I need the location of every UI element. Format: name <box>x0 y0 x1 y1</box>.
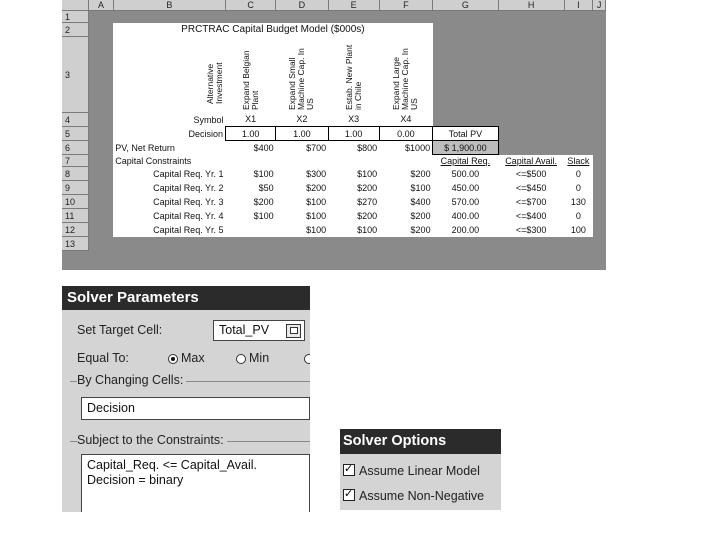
row-header-11[interactable]: 11 <box>62 209 89 223</box>
select-all-corner[interactable] <box>62 0 89 11</box>
constraint-x4[interactable]: $100 <box>379 181 432 195</box>
dialog-title[interactable]: Solver Parameters <box>62 286 310 310</box>
symbol-x2[interactable]: X2 <box>276 113 329 127</box>
table-row <box>62 181 606 195</box>
row-header-8[interactable]: 8 <box>62 167 89 181</box>
constraint-label[interactable]: Capital Req. Yr. 2 <box>113 181 225 195</box>
col-header-f[interactable]: F <box>379 0 432 11</box>
constraint-label[interactable]: Capital Req. Yr. 5 <box>113 223 225 237</box>
table-row <box>62 209 606 223</box>
radio-unselected-icon <box>304 354 310 364</box>
alt-name-x4[interactable]: Expand Large Machine Cap. In US <box>379 37 432 113</box>
alt-name-x1[interactable]: Expand Belgian Plant <box>226 37 276 113</box>
symbol-x4[interactable]: X4 <box>379 113 432 127</box>
symbol-x3[interactable]: X3 <box>328 113 379 127</box>
constraint-x3[interactable]: $200 <box>328 209 379 223</box>
assume-linear-model-label: Assume Linear Model <box>359 464 480 478</box>
row-header-1[interactable]: 1 <box>62 11 89 23</box>
constraint-x3[interactable]: $270 <box>328 195 379 209</box>
constraint-x1[interactable]: $100 <box>226 167 276 181</box>
capital-req-value[interactable]: 200.00 <box>433 223 499 237</box>
col-header-c[interactable]: C <box>226 0 276 11</box>
table-row <box>62 223 606 237</box>
row-header-2[interactable]: 2 <box>62 23 89 37</box>
checkbox-checked-icon <box>343 464 355 476</box>
constraint-item[interactable]: Capital_Req. <= Capital_Avail. <box>87 458 258 472</box>
target-cell-input[interactable] <box>213 320 305 341</box>
constraint-x2[interactable]: $100 <box>276 209 329 223</box>
symbol-label[interactable]: Symbol <box>113 113 225 127</box>
radio-unselected-icon <box>236 354 246 364</box>
max-radio[interactable] <box>168 351 205 365</box>
worksheet-grid <box>62 0 606 251</box>
solver-options-dialog <box>340 429 501 510</box>
decision-x3[interactable]: 1.00 <box>328 127 379 141</box>
alt-name-x2[interactable]: Expand Small Machine Cap. In US <box>276 37 329 113</box>
constraint-x2[interactable]: $100 <box>276 223 329 237</box>
assume-non-negative-checkbox[interactable] <box>343 489 484 503</box>
alt-name-x3[interactable]: Estab. New Plant in Chile <box>328 37 379 113</box>
value-of-radio[interactable] <box>304 351 310 365</box>
col-header-e[interactable]: E <box>328 0 379 11</box>
slack-value[interactable]: 0 <box>564 181 593 195</box>
changing-cells-label: By Changing Cells: <box>77 373 186 387</box>
constraint-x1[interactable]: $50 <box>226 181 276 195</box>
row-header-9[interactable]: 9 <box>62 181 89 195</box>
min-radio[interactable] <box>236 351 269 365</box>
capital-avail-value[interactable]: <=$700 <box>498 195 564 209</box>
capital-avail-value[interactable]: <=$400 <box>498 209 564 223</box>
capital-avail-value[interactable]: <=$500 <box>498 167 564 181</box>
spreadsheet <box>62 0 606 270</box>
target-cell-label: Set Target Cell: <box>77 323 163 337</box>
table-row <box>62 167 606 181</box>
decision-label[interactable]: Decision <box>113 127 225 141</box>
model-title[interactable]: PRCTRAC Capital Budget Model ($000s) <box>113 23 432 37</box>
row-header-10[interactable]: 10 <box>62 195 89 209</box>
constraint-x1[interactable] <box>226 223 276 237</box>
pv-x2[interactable]: $700 <box>276 141 329 155</box>
constraint-x2[interactable]: $100 <box>276 195 329 209</box>
col-header-j[interactable]: J <box>593 0 606 11</box>
constraint-x4[interactable]: $200 <box>379 167 432 181</box>
col-header-d[interactable]: D <box>276 0 329 11</box>
equal-to-label: Equal To: <box>77 351 129 365</box>
symbol-x1[interactable]: X1 <box>226 113 276 127</box>
total-pv-cell[interactable]: $ 1,900.00 <box>433 141 499 155</box>
slack-header[interactable]: Slack <box>564 155 593 167</box>
col-header-h[interactable]: H <box>498 0 564 11</box>
col-header-g[interactable]: G <box>433 0 499 11</box>
alt-investment-header[interactable]: Alternative Investment <box>113 37 225 113</box>
solver-parameters-dialog <box>62 286 310 512</box>
dialog-title[interactable]: Solver Options <box>340 429 501 454</box>
constraint-x4[interactable]: $200 <box>379 209 432 223</box>
constraint-label[interactable]: Capital Req. Yr. 4 <box>113 209 225 223</box>
assume-non-negative-label: Assume Non-Negative <box>359 489 485 503</box>
capital-req-header[interactable]: Capital Req. <box>433 155 499 167</box>
slack-value[interactable]: 100 <box>564 223 593 237</box>
capital-avail-header[interactable]: Capital Avail. <box>498 155 564 167</box>
col-header-b[interactable]: B <box>113 0 225 11</box>
capital-avail-value[interactable]: <=$300 <box>498 223 564 237</box>
decision-x1[interactable]: 1.00 <box>226 127 276 141</box>
table-row <box>62 195 606 209</box>
col-header-i[interactable]: I <box>564 0 593 11</box>
constraint-x3[interactable]: $200 <box>328 181 379 195</box>
constraint-x1[interactable]: $200 <box>226 195 276 209</box>
target-cell-value: Total_PV <box>219 323 270 337</box>
row-header-4[interactable]: 4 <box>62 113 89 127</box>
row-header-7[interactable]: 7 <box>62 155 89 167</box>
constraint-x1[interactable]: $100 <box>226 209 276 223</box>
capital-req-value[interactable]: 450.00 <box>433 181 499 195</box>
slack-value[interactable]: 0 <box>564 167 593 181</box>
col-header-a[interactable]: A <box>89 0 113 11</box>
max-label: Max <box>181 351 205 365</box>
pv-net-return-label[interactable]: PV, Net Return <box>113 141 225 155</box>
pv-x1[interactable]: $400 <box>226 141 276 155</box>
pv-x3[interactable]: $800 <box>328 141 379 155</box>
constraint-x4[interactable]: $200 <box>379 223 432 237</box>
row-header-6[interactable]: 6 <box>62 141 89 155</box>
decision-x2[interactable]: 1.00 <box>276 127 329 141</box>
row-header-13[interactable]: 13 <box>62 237 89 251</box>
constraint-x2[interactable]: $200 <box>276 181 329 195</box>
capital-req-value[interactable]: 500.00 <box>433 167 499 181</box>
constraint-x4[interactable]: $400 <box>379 195 432 209</box>
slack-value[interactable]: 0 <box>564 209 593 223</box>
constraint-label[interactable]: Capital Req. Yr. 3 <box>113 195 225 209</box>
radio-selected-icon <box>168 354 178 364</box>
capital-avail-value[interactable]: <=$450 <box>498 181 564 195</box>
constraint-x3[interactable]: $100 <box>328 223 379 237</box>
row-header-5[interactable]: 5 <box>62 127 89 141</box>
row-header-3[interactable]: 3 <box>62 37 89 113</box>
min-label: Min <box>249 351 270 365</box>
constraints-label: Subject to the Constraints: <box>77 433 227 447</box>
changing-cells-input[interactable]: Decision <box>81 397 310 420</box>
constraints-list[interactable] <box>81 454 310 512</box>
capital-req-value[interactable]: 400.00 <box>433 209 499 223</box>
slack-value[interactable]: 130 <box>564 195 593 209</box>
decision-x4[interactable]: 0.00 <box>379 127 432 141</box>
constraint-x2[interactable]: $300 <box>276 167 329 181</box>
constraint-x3[interactable]: $100 <box>328 167 379 181</box>
pv-x4[interactable]: $1000 <box>379 141 432 155</box>
row-header-12[interactable]: 12 <box>62 223 89 237</box>
capital-constraints-label[interactable]: Capital Constraints <box>113 155 225 167</box>
collapse-dialog-icon[interactable] <box>286 324 301 338</box>
assume-linear-model-checkbox[interactable] <box>343 464 480 478</box>
capital-req-value[interactable]: 570.00 <box>433 195 499 209</box>
total-pv-label[interactable]: Total PV <box>433 127 499 141</box>
checkbox-checked-icon <box>343 489 355 501</box>
constraint-item[interactable]: Decision = binary <box>87 473 184 487</box>
constraint-label[interactable]: Capital Req. Yr. 1 <box>113 167 225 181</box>
